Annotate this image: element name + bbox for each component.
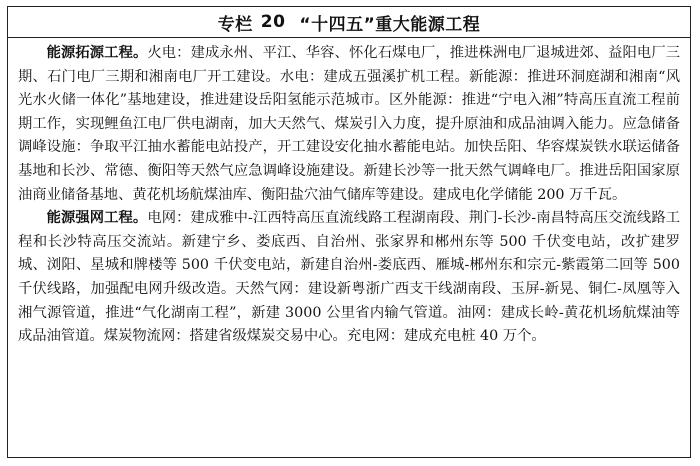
column-title-prefix: 专栏 (217, 14, 253, 35)
column-title-text: “十四五”重大能源工程 (299, 14, 481, 35)
column-title (8, 7, 690, 38)
paragraph-body: 火电：建成永州、平江、华容、怀化石煤电厂，推进株洲电厂退城进郊、益阳电厂三期、石门电厂三期和湘南电厂开工建设。水电：建成五强溪扩机工程。新能源：推进环洞庭湖和湘南“风光水火储一体化”基地建设，推进建设岳阳氢能示范城市。区外能源：推进“宁电入湘”特高压直流工程前期工作，实现鲤鱼江电厂供电湖南，加大天然气、煤炭引入力度，提升原油和成品油调入能力。应急储备调峰设施：争取平江抽水蓄能电站投产，开工建设安化抽水蓄能电站。加快岳阳、华容煤炭铁水联运储备基地和长沙、常德、衡阳等天然气应急调峰设施建设。新建长沙等一批天然气调峰电厂。推进岳阳国家原油商业储备基地、黄花机场航煤油库、衡阳盐穴油气储库等建设。建成电化学储能 200 万千瓦。 (18, 45, 681, 203)
paragraph-heading: 能源强网工程。 (46, 210, 148, 227)
paragraph-heading: 能源拓源工程。 (46, 45, 148, 61)
paragraph-energy-source (18, 42, 680, 207)
column-title-number: 20 (260, 12, 286, 32)
column-box (7, 6, 691, 458)
column-content (8, 38, 690, 349)
paragraph-body: 电网：建成雅中-江西特高压直流线路工程湖南段、荆门-长沙-南昌特高压交流线路工程和长沙特高压交流站。新建宁乡、娄底西、自治州、张家界和郴州东等 500 千伏变电站，改扩建罗城、浏阳、星城和牌楼等 500 千伏变电站，新建自治州-娄底西、雁城-郴州东和宗元-紫霞第二回等 500 千伏线路，加强配电网升级改造。天然气网：建设新粤浙广西支干线湖南段、玉屏-新晃、铜仁-凤凰等入湘气源管道，推进“气化湖南工程”，新建 3000 公里省内输气管道。油网：建成长岭-黄花机场航煤油等成品油管道。煤炭物流网：搭建省级煤炭交易中心。充电网：建成充电桩 40 万个。 (18, 210, 681, 345)
paragraph-energy-grid (18, 207, 680, 349)
